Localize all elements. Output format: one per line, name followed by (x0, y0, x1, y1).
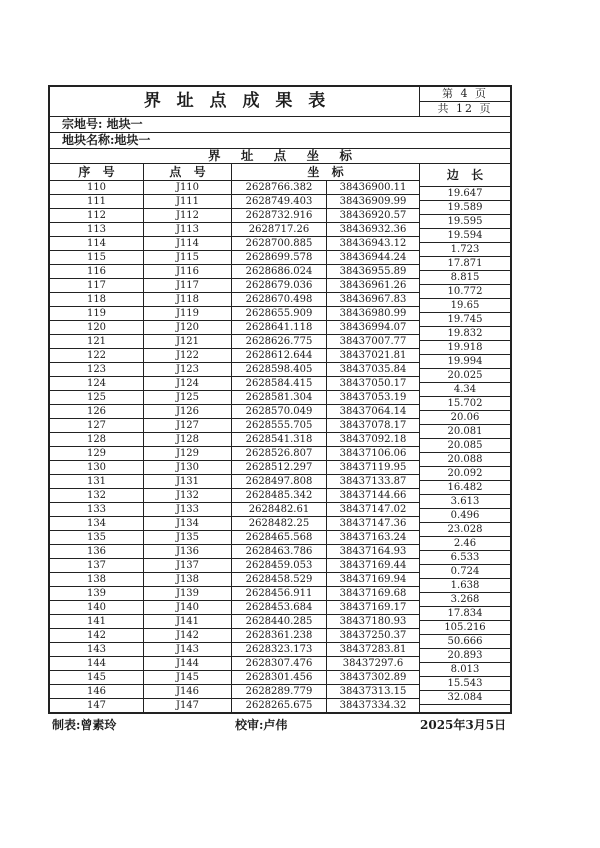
table-row (50, 334, 419, 348)
table-row (50, 264, 419, 278)
cell-serial: 140 (86, 602, 107, 613)
cell-point-id: J128 (143, 433, 231, 446)
cell-coord-x: 2628749.403 (231, 195, 326, 208)
cell-point-id: J125 (143, 391, 231, 404)
edge-length-cell (420, 705, 510, 711)
cell-serial: 145 (86, 672, 107, 683)
table-row (50, 488, 419, 502)
cell-point-id: J131 (143, 475, 231, 488)
table-row (50, 614, 419, 628)
cell-coord-y: 38437169.17 (326, 601, 419, 614)
edge-length-cell: 19.745 (420, 313, 510, 327)
cell-point-id: J110 (143, 181, 231, 194)
cell-serial: 134 (86, 518, 107, 529)
cell-coord-x: 2628700.885 (231, 237, 326, 250)
cell-point-id: J140 (143, 601, 231, 614)
col-header-point: 点 号 (143, 164, 231, 180)
cell-serial: 126 (86, 406, 107, 417)
edge-length-cell: 19.832 (420, 327, 510, 341)
section-title: 界 址 点 坐 标 (50, 148, 510, 163)
cell-point-id: J113 (143, 223, 231, 236)
cell-coord-x: 2628670.498 (231, 293, 326, 306)
cell-coord-y: 38437035.84 (326, 363, 419, 376)
table-row (50, 670, 419, 684)
cell-coord-y: 38437119.95 (326, 461, 419, 474)
cell-coord-y: 38437313.15 (326, 685, 419, 698)
cell-coord-y: 38436980.99 (326, 307, 419, 320)
edge-length-cell: 20.085 (420, 439, 510, 453)
edge-length-cell: 3.268 (420, 593, 510, 607)
cell-coord-x: 2628766.382 (231, 181, 326, 194)
table-row (50, 292, 419, 306)
table-row (50, 600, 419, 614)
cell-coord-x: 2628526.807 (231, 447, 326, 460)
cell-serial: 146 (86, 686, 107, 697)
cell-coord-x: 2628626.775 (231, 335, 326, 348)
edge-length-cell: 20.06 (420, 411, 510, 425)
table-row (50, 628, 419, 642)
cell-serial: 139 (86, 588, 107, 599)
table-row (50, 432, 419, 446)
cell-serial: 116 (86, 266, 107, 277)
col-header-coordinates: 坐 标 (231, 164, 419, 180)
page-number-box (419, 87, 510, 116)
edge-length-cell: 19.589 (420, 201, 510, 215)
cell-coord-x: 2628732.916 (231, 209, 326, 222)
cell-coord-y: 38437053.19 (326, 391, 419, 404)
cell-coord-x: 2628485.342 (231, 489, 326, 502)
cell-point-id: J123 (143, 363, 231, 376)
cell-coord-x: 2628686.024 (231, 265, 326, 278)
cell-coord-x: 2628463.786 (231, 545, 326, 558)
cell-point-id: J121 (143, 335, 231, 348)
cell-coord-x: 2628641.118 (231, 321, 326, 334)
table-row (50, 530, 419, 544)
cell-coord-x: 2628612.644 (231, 349, 326, 362)
cell-point-id: J116 (143, 265, 231, 278)
edge-length-cell: 1.638 (420, 579, 510, 593)
cell-coord-x: 2628655.909 (231, 307, 326, 320)
cell-coord-y: 38437078.17 (326, 419, 419, 432)
table-row (50, 250, 419, 264)
table-row (50, 222, 419, 236)
cell-coord-y: 38437092.18 (326, 433, 419, 446)
cell-coord-y: 38436920.57 (326, 209, 419, 222)
cell-coord-y: 38437169.94 (326, 573, 419, 586)
edge-length-cell: 20.893 (420, 649, 510, 663)
col-header-serial: 序 号 (78, 165, 119, 179)
table-row (50, 460, 419, 474)
cell-point-id: J145 (143, 671, 231, 684)
cell-point-id: J120 (143, 321, 231, 334)
cell-point-id: J112 (143, 209, 231, 222)
cell-coord-x: 2628482.61 (231, 503, 326, 516)
cell-serial: 121 (86, 336, 107, 347)
cell-serial: 110 (86, 182, 107, 193)
footer-date: 2025年3月5日 (420, 718, 507, 732)
table-row (50, 572, 419, 586)
cell-coord-x: 2628679.036 (231, 279, 326, 292)
table-row (50, 376, 419, 390)
cell-serial: 112 (86, 210, 107, 221)
table-row (50, 558, 419, 572)
table-row (50, 698, 419, 712)
edge-length-cell: 50.666 (420, 635, 510, 649)
cell-point-id: J147 (143, 699, 231, 712)
cell-coord-y: 38436994.07 (326, 321, 419, 334)
cell-coord-y: 38437147.36 (326, 517, 419, 530)
cell-coord-x: 2628307.476 (231, 657, 326, 670)
cell-coord-y: 38436909.99 (326, 195, 419, 208)
cell-serial: 135 (86, 532, 107, 543)
cell-point-id: J132 (143, 489, 231, 502)
cell-coord-y: 38436961.26 (326, 279, 419, 292)
cell-coord-y: 38437106.06 (326, 447, 419, 460)
cell-coord-y: 38437297.6 (326, 657, 419, 670)
cell-serial: 122 (86, 350, 107, 361)
cell-point-id: J114 (143, 237, 231, 250)
cell-coord-x: 2628458.529 (231, 573, 326, 586)
cell-coord-x: 2628482.25 (231, 517, 326, 530)
cell-point-id: J142 (143, 629, 231, 642)
cell-serial: 147 (86, 700, 107, 711)
cell-point-id: J139 (143, 587, 231, 600)
edge-length-cell: 17.834 (420, 607, 510, 621)
cell-coord-y: 38437021.81 (326, 349, 419, 362)
table-row (50, 446, 419, 460)
table-row (50, 348, 419, 362)
table-row (50, 418, 419, 432)
table-row (50, 362, 419, 376)
cell-point-id: J122 (143, 349, 231, 362)
cell-point-id: J135 (143, 531, 231, 544)
cell-serial: 130 (86, 462, 107, 473)
edge-cells (420, 187, 510, 711)
table-row (50, 236, 419, 250)
cell-point-id: J126 (143, 405, 231, 418)
cell-point-id: J133 (143, 503, 231, 516)
cell-coord-x: 2628440.285 (231, 615, 326, 628)
footer-checker: 校审:卢伟 (235, 718, 288, 732)
page-title: 界 址 点 成 果 表 (143, 91, 331, 111)
cell-coord-y: 38437147.02 (326, 503, 419, 516)
cell-coord-x: 2628581.304 (231, 391, 326, 404)
cell-coord-x: 2628456.911 (231, 587, 326, 600)
table-row (50, 474, 419, 488)
cell-coord-x: 2628584.415 (231, 377, 326, 390)
cell-serial: 124 (86, 378, 107, 389)
cell-point-id: J144 (143, 657, 231, 670)
edge-length-cell: 1.723 (420, 243, 510, 257)
cell-serial: 117 (86, 280, 107, 291)
cell-serial: 143 (86, 644, 107, 655)
cell-point-id: J136 (143, 545, 231, 558)
cell-coord-y: 38437144.66 (326, 489, 419, 502)
cell-point-id: J134 (143, 517, 231, 530)
cell-coord-y: 38437169.68 (326, 587, 419, 600)
cell-serial: 120 (86, 322, 107, 333)
edge-length-cell: 20.081 (420, 425, 510, 439)
cell-serial: 127 (86, 420, 107, 431)
edge-length-cell: 23.028 (420, 523, 510, 537)
cell-point-id: J138 (143, 573, 231, 586)
column-header-row (50, 164, 419, 180)
cell-serial: 114 (86, 238, 107, 249)
cell-point-id: J117 (143, 279, 231, 292)
cell-serial: 131 (86, 476, 107, 487)
cell-coord-y: 38437302.89 (326, 671, 419, 684)
cell-coord-x: 2628301.456 (231, 671, 326, 684)
cell-coord-y: 38437050.17 (326, 377, 419, 390)
cell-coord-y: 38436955.89 (326, 265, 419, 278)
cell-coord-y: 38437169.44 (326, 559, 419, 572)
cell-serial: 113 (86, 224, 107, 235)
cell-point-id: J127 (143, 419, 231, 432)
cell-coord-x: 2628717.26 (231, 223, 326, 236)
edge-length-cell: 17.871 (420, 257, 510, 271)
page-total: 共 12 页 (420, 101, 510, 116)
edge-length-cell: 19.994 (420, 355, 510, 369)
table-row (50, 404, 419, 418)
page-current: 第 4 页 (442, 87, 488, 100)
edge-length-cell: 2.46 (420, 537, 510, 551)
cell-coord-y: 38437133.87 (326, 475, 419, 488)
cell-point-id: J130 (143, 461, 231, 474)
edge-length-cell: 8.013 (420, 663, 510, 677)
table-row (50, 208, 419, 222)
cell-coord-x: 2628541.318 (231, 433, 326, 446)
cell-coord-x: 2628555.705 (231, 419, 326, 432)
table-row (50, 656, 419, 670)
block-name-row: 地块名称:地块一 (50, 132, 510, 148)
cell-point-id: J119 (143, 307, 231, 320)
edge-length-cell: 15.543 (420, 677, 510, 691)
cell-coord-x: 2628459.053 (231, 559, 326, 572)
cell-coord-y: 38437064.14 (326, 405, 419, 418)
cell-serial: 115 (86, 252, 107, 263)
table-row (50, 586, 419, 600)
cell-serial: 119 (86, 308, 107, 319)
cell-point-id: J137 (143, 559, 231, 572)
edge-length-cell: 19.918 (420, 341, 510, 355)
cell-coord-y: 38436943.12 (326, 237, 419, 250)
edge-length-cell: 19.594 (420, 229, 510, 243)
cell-serial: 133 (86, 504, 107, 515)
cell-coord-x: 2628699.578 (231, 251, 326, 264)
table-row (50, 320, 419, 334)
coordinates-grid (50, 163, 510, 712)
cell-coord-y: 38437250.37 (326, 629, 419, 642)
cell-serial: 128 (86, 434, 107, 445)
cell-point-id: J146 (143, 685, 231, 698)
cell-coord-x: 2628465.568 (231, 531, 326, 544)
edge-length-cell: 10.772 (420, 285, 510, 299)
edge-length-cell: 6.533 (420, 551, 510, 565)
cell-serial: 125 (86, 392, 107, 403)
cell-coord-x: 2628453.684 (231, 601, 326, 614)
boundary-point-results-table (48, 85, 512, 714)
edge-length-cell: 0.496 (420, 509, 510, 523)
cell-coord-x: 2628361.238 (231, 629, 326, 642)
cell-serial: 118 (86, 294, 107, 305)
cell-coord-y: 38436944.24 (326, 251, 419, 264)
cell-coord-x: 2628497.808 (231, 475, 326, 488)
table-row (50, 306, 419, 320)
cell-coord-x: 2628512.297 (231, 461, 326, 474)
cell-coord-y: 38437334.32 (326, 699, 419, 712)
cell-coord-x: 2628570.049 (231, 405, 326, 418)
edge-length-cell: 0.724 (420, 565, 510, 579)
table-row (50, 544, 419, 558)
cell-serial: 142 (86, 630, 107, 641)
cell-point-id: J118 (143, 293, 231, 306)
cell-coord-y: 38437007.77 (326, 335, 419, 348)
edge-length-cell: 15.702 (420, 397, 510, 411)
cell-coord-y: 38436900.11 (326, 181, 419, 194)
edge-length-cell: 19.65 (420, 299, 510, 313)
table-row (50, 194, 419, 208)
col-header-edge-length: 边 长 (420, 164, 510, 187)
edge-length-cell: 16.482 (420, 481, 510, 495)
table-body (50, 180, 419, 712)
cell-coord-y: 38436932.36 (326, 223, 419, 236)
cell-point-id: J115 (143, 251, 231, 264)
cell-serial: 129 (86, 448, 107, 459)
document-footer (48, 716, 512, 732)
table-row (50, 390, 419, 404)
edge-length-cell: 3.613 (420, 495, 510, 509)
table-row (50, 516, 419, 530)
parcel-number-row: 宗地号: 地块一 (50, 116, 510, 132)
cell-coord-y: 38436967.83 (326, 293, 419, 306)
edge-length-cell: 20.088 (420, 453, 510, 467)
cell-serial: 138 (86, 574, 107, 585)
cell-serial: 123 (86, 364, 107, 375)
edge-length-cell: 19.647 (420, 187, 510, 201)
cell-point-id: J141 (143, 615, 231, 628)
cell-coord-x: 2628323.173 (231, 643, 326, 656)
cell-point-id: J129 (143, 447, 231, 460)
cell-point-id: J111 (143, 195, 231, 208)
table-row (50, 180, 419, 194)
cell-coord-y: 38437180.93 (326, 615, 419, 628)
edge-length-cell: 20.092 (420, 467, 510, 481)
cell-serial: 137 (86, 560, 107, 571)
edge-length-cell: 20.025 (420, 369, 510, 383)
cell-coord-y: 38437163.24 (326, 531, 419, 544)
footer-maker: 制表:曾素玲 (52, 718, 117, 732)
edge-length-cell: 105.216 (420, 621, 510, 635)
cell-serial: 136 (86, 546, 107, 557)
edge-length-cell: 32.084 (420, 691, 510, 705)
table-row (50, 278, 419, 292)
main-columns (50, 164, 419, 712)
table-row (50, 502, 419, 516)
edge-length-cell: 4.34 (420, 383, 510, 397)
cell-point-id: J143 (143, 643, 231, 656)
cell-coord-y: 38437283.81 (326, 643, 419, 656)
cell-coord-x: 2628265.675 (231, 699, 326, 712)
cell-serial: 132 (86, 490, 107, 501)
cell-coord-y: 38437164.93 (326, 545, 419, 558)
cell-coord-x: 2628598.405 (231, 363, 326, 376)
title-band (50, 87, 510, 116)
table-row (50, 684, 419, 698)
edge-length-cell: 19.595 (420, 215, 510, 229)
cell-coord-x: 2628289.779 (231, 685, 326, 698)
cell-serial: 111 (86, 196, 107, 207)
cell-serial: 141 (86, 616, 107, 627)
cell-serial: 144 (86, 658, 107, 669)
edge-length-column (419, 164, 510, 712)
table-row (50, 642, 419, 656)
edge-length-cell: 8.815 (420, 271, 510, 285)
cell-point-id: J124 (143, 377, 231, 390)
